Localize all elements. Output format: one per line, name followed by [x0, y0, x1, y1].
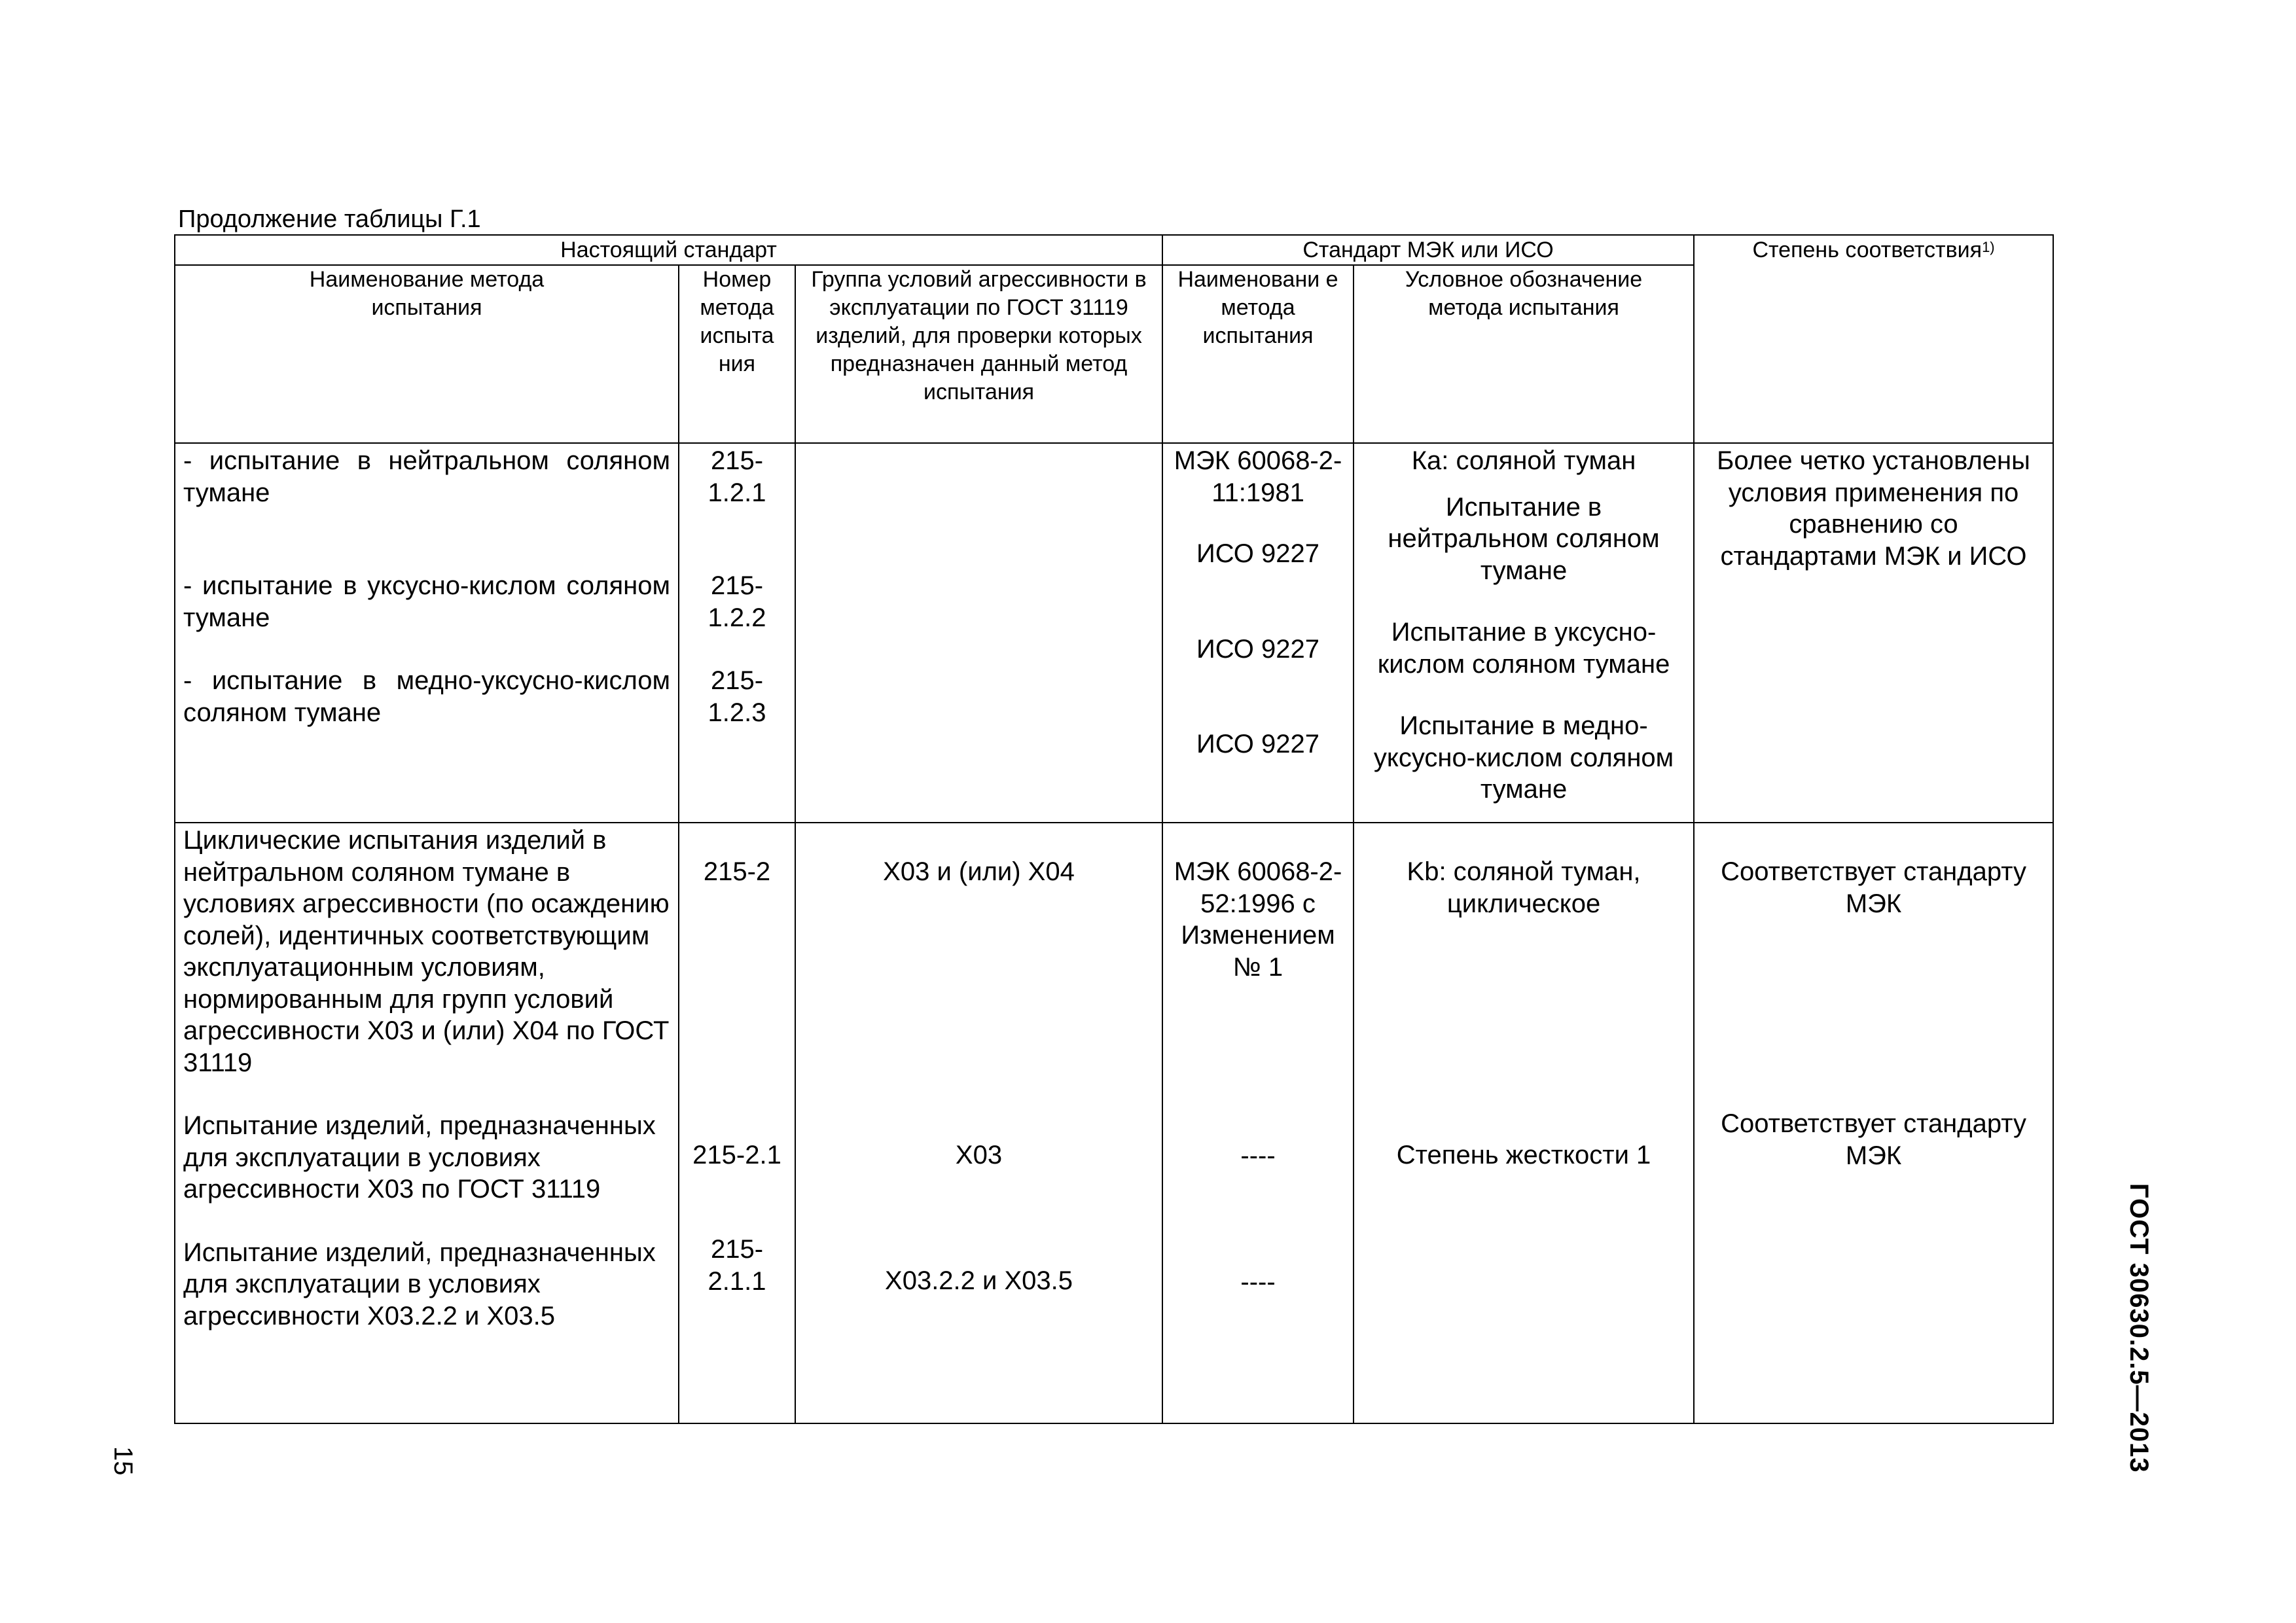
iec-standard: ИСО 9227 [1196, 730, 1320, 758]
method-number-cell [679, 443, 795, 823]
iec-standard-cell [1162, 443, 1354, 823]
iec-standard: ИСО 9227 [1196, 634, 1320, 664]
iec-standard: МЭК 60068-2-11:1981 [1174, 446, 1342, 507]
page-number: 15 [109, 1446, 137, 1476]
conformity-text: Более четко установлены условия применения по сравнению со стандартами МЭК и ИСО [1717, 446, 2030, 571]
header-method-name [175, 265, 679, 443]
iec-designation: Испытание в уксусно-кислом соляном тумане [1377, 618, 1670, 679]
header-iec-method-name: Наименовани е метода испытания [1162, 265, 1354, 443]
severity-group: Х03.2.2 и Х03.5 [885, 1266, 1073, 1295]
footnote-marker: 1) [1982, 239, 1995, 255]
header-iec-iso-standard: Стандарт МЭК или ИСО [1162, 235, 1694, 265]
iec-designation: Испытание в медно-уксусно-кислом соляном тумане [1373, 711, 1674, 804]
iec-designation-cell [1354, 443, 1694, 823]
method-number: 215-2.1 [692, 1140, 781, 1169]
iec-designation: Степень жесткости 1 [1396, 1141, 1651, 1169]
iec-standard: МЭК 60068-2-52:1996 с Изменением № 1 [1174, 857, 1342, 982]
method-name: - испытание в уксусно-кислом соляном тумане [183, 571, 670, 632]
header-iec-designation-text: Условное обозначение метода испытания [1405, 267, 1643, 320]
conformity-cell [1694, 823, 2053, 1423]
method-number-cell [679, 823, 795, 1423]
iec-designation: Ка: соляной туман [1411, 446, 1636, 475]
method-number: 215-1.2.3 [708, 666, 766, 727]
iec-standard: ---- [1240, 1141, 1276, 1170]
severity-group: Х03 и (или) Х04 [883, 857, 1075, 886]
method-name: Испытание изделий, предназначенных для эксплуатации в условиях агрессивности Х03.2.2 и Х03.5 [183, 1238, 656, 1330]
method-number: 215-2 [703, 857, 771, 886]
header-conformity-label: Степень соответствия [1752, 238, 1982, 262]
severity-group: Х03 [955, 1140, 1003, 1169]
method-name-cell [175, 443, 679, 823]
header-severity-group: Группа условий агрессивности в эксплуатации по ГОСТ 31119 изделий, для проверки которых предназначен данный метод испытания [795, 265, 1162, 443]
table-caption: Продолжение таблицы Г.1 [178, 205, 481, 233]
method-number: 215-1.2.2 [708, 571, 766, 632]
header-conformity [1694, 235, 2053, 443]
severity-group-cell [795, 823, 1162, 1423]
header-method-name-text: Наименование метода испытания [309, 267, 545, 320]
method-name: Циклические испытания изделий в нейтральном соляном тумане в условиях агрессивности (по осаждению солей), идентичных соответствующим эксплуатационным условиям, нормированным для групп условий агрессивности Х03 и (или) Х04 по ГОСТ 31119 [183, 826, 670, 1077]
method-name: Испытание изделий, предназначенных для эксплуатации в условиях агрессивности Х03 по ГОСТ 31119 [183, 1111, 656, 1204]
table-row [175, 443, 2053, 823]
iec-designation-cell [1354, 823, 1694, 1423]
header-iec-designation [1354, 265, 1694, 443]
iec-standard: ---- [1240, 1267, 1276, 1296]
document-designation: ГОСТ 30630.2.5—2013 [2125, 1183, 2153, 1473]
method-name: - испытание в нейтральном соляном тумане [183, 446, 670, 507]
conformity-text: Соответствует стандарту МЭК [1721, 1109, 2026, 1170]
conformity-text: Соответствует стандарту МЭК [1721, 857, 2026, 918]
method-name: - испытание в медно-уксусно-кислом соляном тумане [183, 666, 670, 727]
iec-standard: ИСО 9227 [1196, 539, 1320, 568]
severity-group-cell [795, 443, 1162, 823]
table-row [175, 823, 2053, 1423]
comparison-table [174, 234, 2054, 1424]
method-name-cell [175, 823, 679, 1423]
header-method-number: Номер метода испыта ния [679, 265, 795, 443]
iec-designation: Испытание в нейтральном соляном тумане [1388, 492, 1660, 585]
iec-designation: Kb: соляной туман, циклическое [1407, 857, 1641, 918]
method-number: 215-2.1.1 [708, 1235, 766, 1296]
method-number: 215-1.2.1 [708, 446, 766, 507]
iec-standard-cell [1162, 823, 1354, 1423]
conformity-cell [1694, 443, 2053, 823]
header-current-standard: Настоящий стандарт [175, 235, 1162, 265]
